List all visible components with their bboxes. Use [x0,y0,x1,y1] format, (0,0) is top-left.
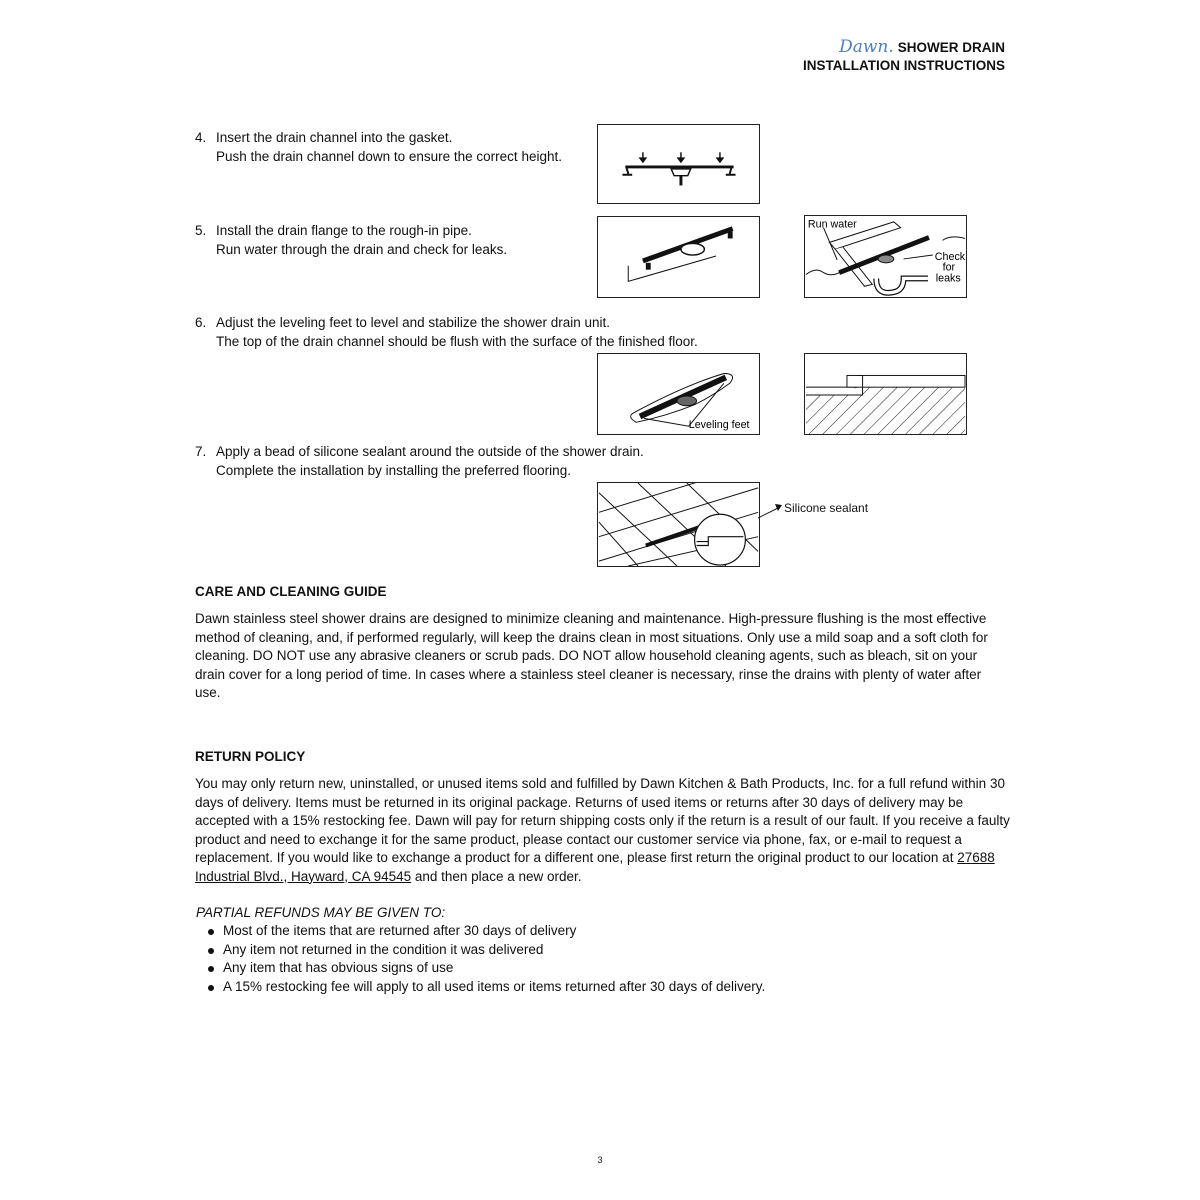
return-policy-title: RETURN POLICY [195,749,306,764]
partial-refunds-title: PARTIAL REFUNDS MAY BE GIVEN TO: [196,905,446,920]
step-text: Push the drain channel down to ensure the correct height. [216,148,562,164]
check-label: Check [934,250,966,263]
step-6 [195,314,698,351]
step-4 [195,129,562,166]
drain-flange-illustration-icon [598,217,759,297]
dawn-logo: Dawn. [839,37,894,57]
document-header [803,38,1005,75]
step-number: 7. [195,444,207,459]
list-item [205,922,765,941]
leak-check-illustration-icon [805,216,966,297]
care-title: CARE AND CLEANING GUIDE [195,584,387,599]
header-title-1: SHOWER DRAIN [897,40,1005,55]
silicone-sealant-label: Silicone sealant [784,501,869,515]
figure-leveling-feet [597,353,760,435]
step-5 [195,222,507,259]
leveling-feet-illustration-icon [598,354,759,434]
return-policy-text: You may only return new, uninstalled, or unused items sold and fulfilled by Dawn Kitchen & Bath Products, Inc. for a full refund within 30 days of delivery. Items must be returned in its original package. Returns of used items or returns after 30 days of delivery may be accepted with a 15% restocking fee. Dawn will pay for return shipping costs only if the return is a result of our fault. If you receive a faulty product and need to exchange it for the same product, please contact our customer service via phone, fax, or e-mail to request a replacement. If you would like to exchange a product for a different one, please first return the original product to our location at [195,776,1010,865]
figure-flush-floor [804,353,967,435]
header-line-1 [803,38,1005,57]
partial-refunds-list [205,922,765,996]
step-text: Adjust the leveling feet to level and stabilize the shower drain unit. [216,315,610,330]
list-item-text: Any item that has obvious signs of use [223,960,454,976]
list-item-text: Any item not returned in the condition it was delivered [223,941,544,957]
bullet-icon [208,929,214,935]
leaks-label: leaks [935,272,961,285]
step-text: Install the drain flange to the rough-in pipe. [216,223,472,238]
list-item [205,941,765,960]
return-policy-body [195,775,1010,886]
bullet-icon [208,966,214,972]
list-item [205,978,765,997]
leveling-feet-label: Leveling feet [688,419,750,432]
floor-section-illustration-icon [805,354,966,434]
list-item [205,959,765,978]
step-number: 6. [195,315,207,330]
tile-floor-illustration-icon [598,483,759,566]
care-body: Dawn stainless steel shower drains are designed to minimize cleaning and maintenance. High-pressure flushing is the most effective method of cleaning, and, if performed regularly, will keep the drains clean in most situations. Only use a mild soap and a soft cloth for cleaning. DO NOT use any abrasive cleaners or scrub pads. DO NOT allow household cleaning agents, such as bleach, sit on your drain cover for a long period of time. In cases where a stainless steel cleaner is necessary, rinse the drains with plenty of water after use. [195,611,988,700]
figure-silicone-sealant [597,482,760,567]
bullet-icon [208,948,214,954]
step-number: 5. [195,223,207,238]
figure-run-water [804,215,967,298]
for-label: for [942,261,956,274]
bullet-icon [208,985,214,991]
step-text: Run water through the drain and check for leaks. [216,241,508,257]
step-text: The top of the drain channel should be flush with the surface of the finished floor. [216,333,698,349]
step-text: Insert the drain channel into the gasket. [216,130,453,145]
figure-install-flange [597,216,760,298]
list-item-text: Most of the items that are returned after 30 days of delivery [223,923,577,938]
header-title-2: INSTALLATION INSTRUCTIONS [803,58,1005,73]
step-number: 4. [195,130,207,145]
step-7 [195,443,644,480]
list-item-text: A 15% restocking fee will apply to all used items or items returned after 30 days of delivery. [223,978,766,994]
figure-insert-channel [597,124,760,204]
page-number: 3 [597,1155,603,1165]
drain-channel-illustration-icon [598,125,759,203]
run-water-label: Run water [807,218,857,231]
step-text: Complete the installation by installing the preferred flooring. [216,462,571,478]
step-text: Apply a bead of silicone sealant around the outside of the shower drain. [216,444,644,459]
return-policy-text: and then place a new order. [411,868,582,884]
address-link[interactable]: 27688 Industrial Blvd., Hayward, CA 94545 [195,850,995,884]
